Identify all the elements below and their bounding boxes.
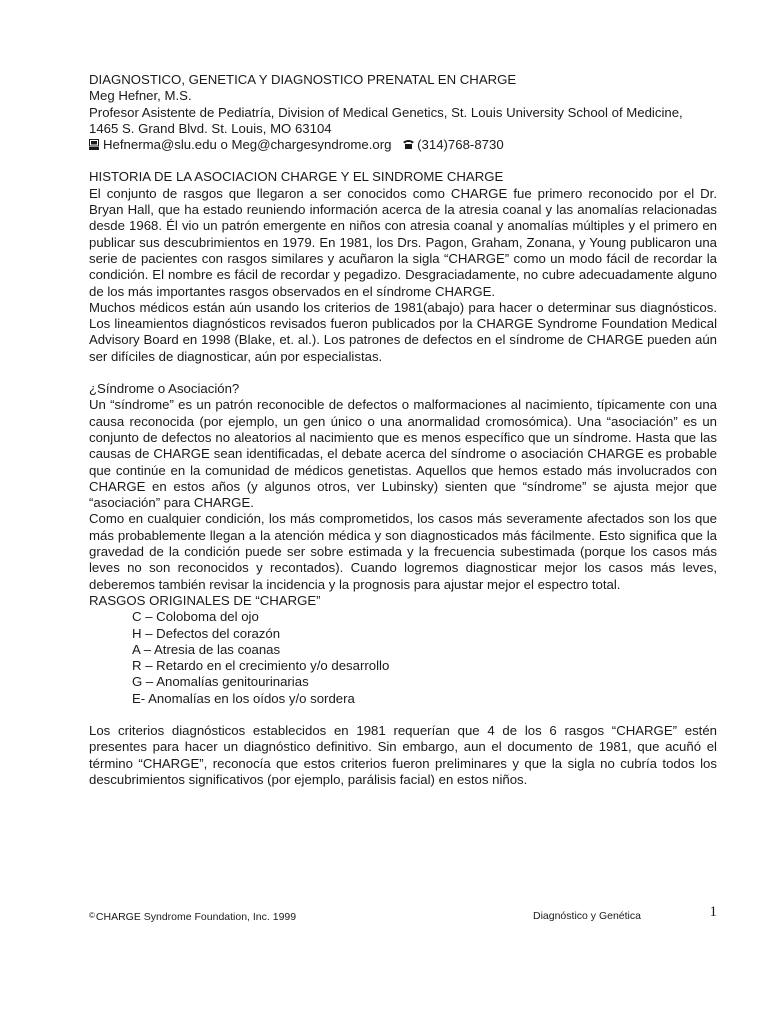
- footer-copyright-text: CHARGE Syndrome Foundation, Inc. 1999: [95, 911, 297, 923]
- author-address: 1465 S. Grand Blvd. St. Louis, MO 63104: [89, 120, 332, 136]
- history-paragraph-1: El conjunto de rasgos que llegaron a ser conocidos como CHARGE fue primero reconocido por el Dr. Bryan Hall, que ha estado reuniendo información acerca de la atresia coanal y las anomalías relacionadas desde 1968. Él vio un patrón emergente en niños con atresia coanal y anomalías múltiples y el primero en publicar sus descubrimientos en 1979. En 1981, los Drs. Pagon, Graham, Zonana, y Young publicaron una serie de pacientes con rasgos similares y acuñaron la sigla “CHARGE” como un modo fácil de recordar la condición. El nombre es fácil de recordar y pegadizo. Desgraciadamente, no cubre adecuadamente alguno de los más importantes rasgos observados en el síndrome CHARGE.: [89, 185, 717, 299]
- syndrome-heading: ¿Síndrome o Asociación?: [89, 381, 240, 397]
- contact-email: Hefnerma@slu.edu o Meg@chargesyndrome.org: [103, 137, 392, 153]
- list-item: G – Anomalías genitourinarias: [132, 674, 309, 690]
- traits-list: [89, 609, 717, 707]
- contact-phone: (314)768-8730: [417, 137, 504, 153]
- copyright-symbol: ©: [89, 911, 95, 920]
- footer-doc-title: Diagnóstico y Genética: [533, 910, 641, 922]
- telephone-icon: [403, 139, 413, 150]
- document-page: [89, 72, 717, 788]
- author-affiliation: Profesor Asistente de Pediatría, Division of Medical Genetics, St. Louis University School of Medicine,: [89, 104, 683, 120]
- syndrome-paragraph-2: Como en cualquier condición, los más comprometidos, los casos más severamente afectados son los que más probablemente llegan a la atención médica y son diagnosticados más fácilmente. Esto significa que la gravedad de la condición puede ser sobre estimada y la frecuencia subestimada (porque los casos más leves no son reconocidos y recontados). Cuando logremos diagnosticar mejor los casos más leves, deberemos también revisar la incidencia y la prognosis para ajustar mejor el espectro total.: [89, 511, 717, 592]
- list-item: R – Retardo en el crecimiento y/o desarrollo: [132, 658, 390, 674]
- syndrome-paragraph-1: Un “síndrome” es un patrón reconocible de defectos o malformaciones al nacimiento, típicamente con una causa reconocida (por ejemplo, un gen único o una anormalidad cromosómica). Una “asociación” es un conjunto de defectos no aleatorios al nacimiento que es menos específico que un síndrome. Hasta que las causas de CHARGE sean identificadas, el debate acerca del síndrome o asociación CHARGE es probable que continúe en la comunidad de médicos genetistas. Aquellos que hemos estado más involucrados con CHARGE en estos años (y algunos otros, ver Lubinsky) sienten que “síndrome” se ajusta mejor que “asociación” para CHARGE.: [89, 397, 717, 511]
- contact-line: [89, 137, 717, 153]
- list-item: A – Atresia de las coanas: [132, 641, 281, 657]
- list-item: H – Defectos del corazón: [132, 625, 281, 641]
- computer-icon: [89, 139, 99, 150]
- list-item: C – Coloboma del ojo: [132, 609, 259, 625]
- footer-copyright: [89, 909, 296, 924]
- history-heading: HISTORIA DE LA ASOCIACION CHARGE Y EL SINDROME CHARGE: [89, 169, 504, 185]
- history-paragraph-2: Muchos médicos están aún usando los criterios de 1981(abajo) para hacer o determinar sus diagnósticos. Los lineamientos diagnósticos revisados fueron publicados por la CHARGE Syndrome Foundation Medical Advisory Board en 1998 (Blake, et. al.). Los patrones de defectos en el síndrome de CHARGE pueden aún ser difíciles de diagnosticar, aún por especialistas.: [89, 299, 717, 364]
- list-item: E- Anomalías en los oídos y/o sordera: [132, 690, 355, 706]
- traits-heading: RASGOS ORIGINALES DE “CHARGE”: [89, 592, 321, 608]
- page-number: 1: [709, 904, 717, 920]
- criteria-paragraph: Los criterios diagnósticos establecidos en 1981 requerían que 4 de los 6 rasgos “CHARGE” estén presentes para hacer un diagnóstico definitivo. Sin embargo, aun el documento de 1981, que acuñó el término “CHARGE”, reconocía que estos criterios fueron preliminares y que la sigla no cubría todos los descubrimientos significativos (por ejemplo, parálisis facial) en estos niños.: [89, 722, 717, 787]
- document-title: DIAGNOSTICO, GENETICA Y DIAGNOSTICO PRENATAL EN CHARGE: [89, 72, 517, 87]
- author-name: Meg Hefner, M.S.: [89, 88, 192, 104]
